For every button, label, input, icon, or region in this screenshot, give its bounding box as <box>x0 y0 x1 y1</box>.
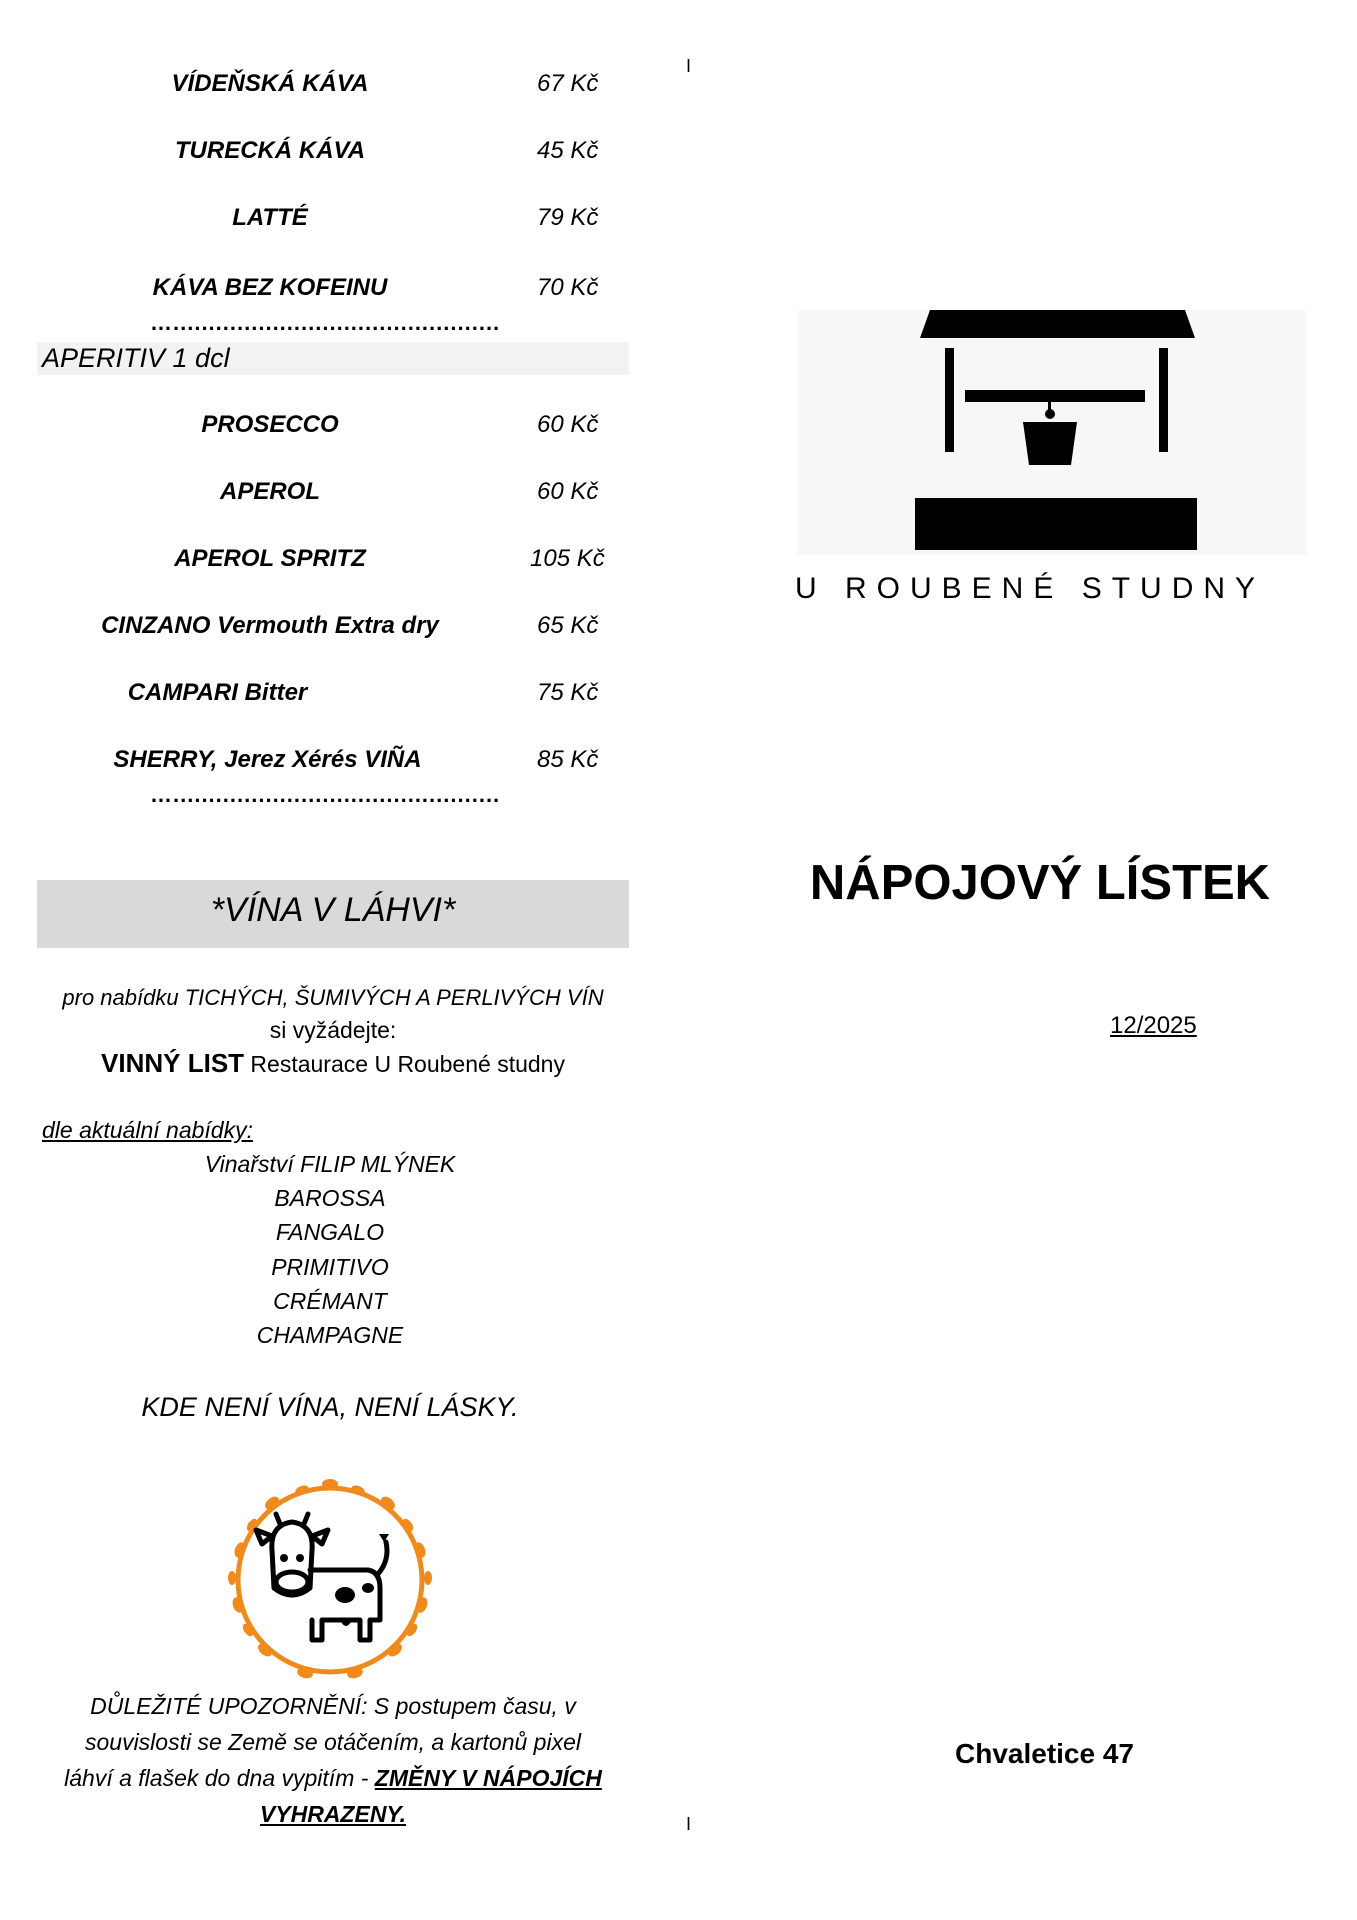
aperitiv-heading: APERITIV 1 dcl <box>42 343 230 373</box>
wine-offer-label: dle aktuální nabídky: <box>42 1117 253 1143</box>
notice-emphasis: VYHRAZENY. <box>259 1801 407 1827</box>
menu-item-price: 45 Kč <box>537 137 599 164</box>
cow-wreath-icon <box>210 1470 450 1690</box>
menu-item-price: 75 Kč <box>537 679 599 706</box>
address: Chvaletice 47 <box>955 1738 1134 1769</box>
menu-title: NÁPOJOVÝ LÍSTEK <box>809 856 1271 910</box>
wine-offer-item: CRÉMANT <box>273 1288 387 1314</box>
menu-item-price: 60 Kč <box>537 478 599 505</box>
notice-line <box>37 1765 629 1792</box>
wine-info-line: pro nabídku TICHÝCH, ŠUMIVÝCH A PERLIVÝCH VÍN <box>62 985 604 1010</box>
menu-item-price: 65 Kč <box>537 612 599 639</box>
menu-item-price: 60 Kč <box>537 411 599 438</box>
brand-name: U ROUBENÉ STUDNY <box>795 572 1266 605</box>
notice-line: souvislosti se Země se otáčením, a kartonů pixel <box>84 1729 581 1755</box>
menu-item-price: 105 Kč <box>530 545 605 572</box>
wine-offer-item: CHAMPAGNE <box>256 1322 404 1348</box>
wine-heading: *VÍNA V LÁHVI* <box>210 891 456 929</box>
menu-item-price: 70 Kč <box>537 274 599 301</box>
menu-item-name: VÍDEŇSKÁ KÁVA <box>171 70 369 97</box>
menu-item-name: KÁVA BEZ KOFEINU <box>152 274 388 301</box>
menu-item-name: CINZANO Vermouth Extra dry <box>101 612 439 639</box>
wine-list-bold: VINNÝ LIST <box>101 1048 245 1078</box>
menu-item-name: CAMPARI Bitter <box>127 679 308 706</box>
dotted-separator: ….............................................. <box>150 782 501 807</box>
menu-date: 12/2025 <box>1110 1012 1197 1039</box>
dotted-separator: ….............................................. <box>150 310 501 335</box>
menu-item-name: LATTÉ <box>232 204 308 231</box>
menu-item-name: SHERRY, Jerez Xérés VIÑA <box>113 746 422 773</box>
menu-item-name: PROSECCO <box>201 411 339 438</box>
wine-info-line: si vyžádejte: <box>269 1017 397 1043</box>
menu-item-name: APEROL <box>219 478 320 505</box>
menu-item-name: TURECKÁ KÁVA <box>174 137 366 164</box>
wine-offer-item: Vinařství FILIP MLÝNEK <box>204 1151 456 1177</box>
wine-list-line <box>37 1048 629 1079</box>
wine-offer-item: FANGALO <box>275 1219 385 1245</box>
wine-offer-item: BAROSSA <box>274 1185 386 1211</box>
fold-mark-top: I <box>686 56 692 76</box>
wine-offer-item: PRIMITIVO <box>271 1254 389 1280</box>
menu-item-price: 67 Kč <box>537 70 599 97</box>
menu-item-price: 79 Kč <box>537 204 599 231</box>
notice-line: DŮLEŽITÉ UPOZORNĚNÍ: S postupem času, v <box>90 1693 576 1719</box>
notice-text: láhví a flašek do dna vypitím - <box>64 1765 375 1791</box>
well-logo-icon <box>905 310 1205 550</box>
fold-mark-bottom: I <box>686 1814 692 1834</box>
menu-item-price: 85 Kč <box>537 746 599 773</box>
menu-item-name: APEROL SPRITZ <box>174 545 366 572</box>
wine-motto: KDE NENÍ VÍNA, NENÍ LÁSKY. <box>141 1392 519 1422</box>
wine-list-rest: Restaurace U Roubené studny <box>244 1051 565 1077</box>
notice-emphasis: ZMĚNY V NÁPOJÍCH <box>374 1765 602 1791</box>
